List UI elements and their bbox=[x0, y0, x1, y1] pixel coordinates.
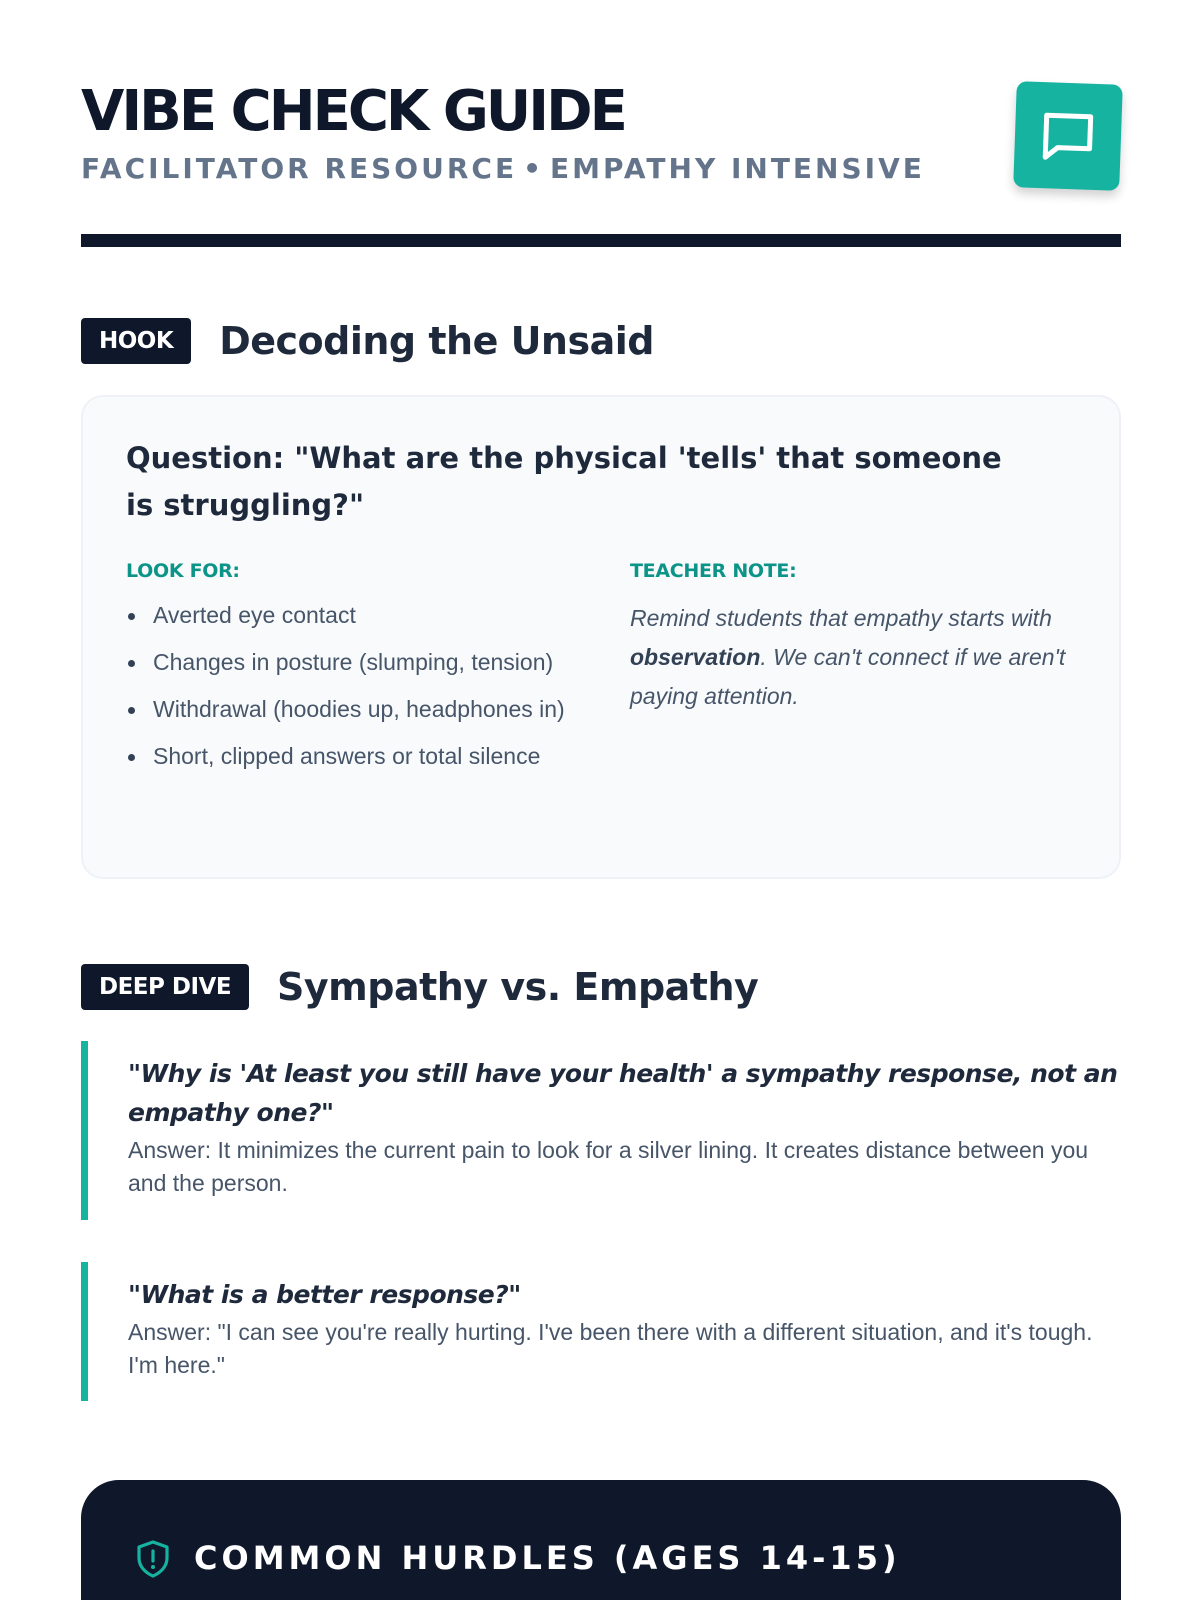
list-item: Withdrawal (hoodies up, headphones in) bbox=[126, 693, 586, 726]
list-item: Averted eye contact bbox=[126, 599, 586, 632]
header-divider bbox=[81, 234, 1121, 247]
common-hurdles-panel bbox=[81, 1480, 1121, 1600]
hurdles-title: COMMON HURDLES (AGES 14-15) bbox=[194, 1539, 901, 1577]
subtitle-right: EMPATHY INTENSIVE bbox=[549, 152, 925, 185]
chat-bubble-icon bbox=[1013, 81, 1123, 191]
hook-question: Question: "What are the physical 'tells' that someone is struggling?" bbox=[126, 441, 1002, 522]
list-item: Short, clipped answers or total silence bbox=[126, 740, 586, 773]
guide-page bbox=[81, 0, 1121, 1577]
subtitle-left: FACILITATOR RESOURCE bbox=[81, 152, 518, 185]
teacher-note-emphasis: observation bbox=[630, 644, 761, 670]
qa-question: "Why is 'At least you still have your health' a sympathy response, not an empathy one?" bbox=[128, 1059, 1118, 1127]
look-for-list bbox=[126, 599, 586, 787]
qa-answer: Answer: "I can see you're really hurting. I've been there with a different situation, and it's tough. I'm here." bbox=[128, 1319, 1093, 1378]
page-title: VIBE CHECK GUIDE bbox=[81, 79, 625, 144]
page-subtitle bbox=[81, 152, 925, 186]
deep-dive-title: Sympathy vs. Empathy bbox=[277, 965, 759, 1009]
teacher-note-text: . We can't connect if we aren't paying attention. bbox=[630, 644, 1066, 709]
list-item: Changes in posture (slumping, tension) bbox=[126, 646, 586, 679]
teacher-note-text: Remind students that empathy starts with bbox=[630, 605, 1052, 631]
hook-tag: HOOK bbox=[81, 318, 191, 364]
header bbox=[81, 0, 1121, 248]
hook-title: Decoding the Unsaid bbox=[219, 319, 654, 363]
qa-answer: Answer: It minimizes the current pain to look for a silver lining. It creates distance between you and the person. bbox=[128, 1137, 1089, 1196]
qa-block bbox=[81, 1041, 1121, 1220]
subtitle-separator: • bbox=[523, 152, 544, 185]
teacher-note-label: TEACHER NOTE: bbox=[630, 560, 797, 582]
deep-dive-section-header bbox=[81, 964, 758, 1010]
deep-dive-tag: DEEP DIVE bbox=[81, 964, 249, 1010]
hook-card bbox=[81, 395, 1121, 879]
qa-block bbox=[81, 1262, 1121, 1401]
look-for-label: LOOK FOR: bbox=[126, 560, 240, 582]
hook-section-header bbox=[81, 318, 654, 364]
shield-alert-icon bbox=[136, 1540, 170, 1578]
qa-question: "What is a better response?" bbox=[128, 1280, 521, 1309]
teacher-note bbox=[630, 599, 1070, 716]
